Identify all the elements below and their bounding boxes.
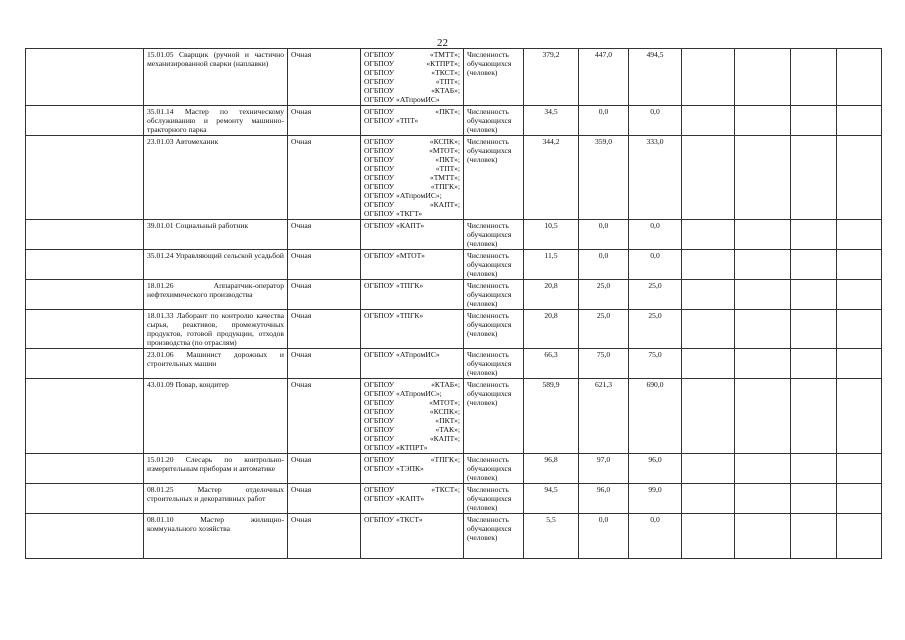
organizations-list bbox=[361, 250, 464, 280]
empty-cell bbox=[837, 454, 882, 484]
empty-cell bbox=[791, 454, 837, 484]
organization-type: ОГБПОУ «КАПТ» bbox=[364, 221, 425, 230]
empty-cell bbox=[735, 349, 791, 379]
value-year-1: 11,5 bbox=[524, 250, 579, 280]
organization-abbr: «КСПК»; bbox=[429, 137, 460, 146]
empty-cell bbox=[791, 349, 837, 379]
organizations-list bbox=[361, 379, 464, 454]
organization-abbr bbox=[456, 191, 460, 200]
profession-name: 43.01.09 Повар, кондитер bbox=[144, 379, 288, 454]
organization-abbr: «ТПТ»; bbox=[435, 77, 460, 86]
value-year-1: 344,2 bbox=[524, 136, 579, 220]
table-row bbox=[26, 280, 882, 310]
value-year-2: 0,0 bbox=[579, 250, 629, 280]
empty-cell bbox=[735, 310, 791, 349]
organization-type: ОГБПОУ «ТКГТ» bbox=[364, 209, 423, 218]
empty-cell bbox=[682, 454, 735, 484]
table-row bbox=[26, 220, 882, 250]
empty-cell bbox=[735, 454, 791, 484]
organization-abbr: «ТПГК»; bbox=[430, 182, 460, 191]
organization-abbr bbox=[456, 350, 460, 359]
value-year-2: 0,0 bbox=[579, 514, 629, 559]
empty-cell bbox=[735, 484, 791, 514]
table-row bbox=[26, 250, 882, 280]
organization-type: ОГБПОУ «АТпромИС» bbox=[364, 350, 440, 359]
organizations-list bbox=[361, 484, 464, 514]
empty-cell bbox=[837, 136, 882, 220]
organization-type: ОГБПОУ bbox=[364, 455, 395, 464]
indicator-name: Численность обучающихся (человек) bbox=[464, 310, 524, 349]
empty-cell bbox=[735, 280, 791, 310]
study-form: Очная bbox=[288, 514, 361, 559]
organization-type: ОГБПОУ bbox=[364, 380, 395, 389]
organization-abbr: «КСПК»; bbox=[429, 407, 460, 416]
empty-cell bbox=[682, 106, 735, 136]
organization-abbr: «ТПТ»; bbox=[435, 164, 460, 173]
organization-abbr: «ПКТ»; bbox=[435, 155, 460, 164]
organization-abbr: «ПКТ»; bbox=[435, 416, 460, 425]
organization-abbr: «ТКСТ»; bbox=[431, 68, 460, 77]
empty-cell bbox=[837, 49, 882, 106]
organization-entry bbox=[364, 200, 460, 209]
organization-type: ОГБПОУ bbox=[364, 77, 395, 86]
indicator-name: Численность обучающихся (человек) bbox=[464, 514, 524, 559]
organization-type: ОГБПОУ bbox=[364, 182, 395, 191]
study-form: Очная bbox=[288, 280, 361, 310]
value-year-3: 25,0 bbox=[629, 280, 682, 310]
organization-type: ОГБПОУ bbox=[364, 485, 395, 494]
value-year-2: 25,0 bbox=[579, 280, 629, 310]
table-row bbox=[26, 106, 882, 136]
value-year-3: 75,0 bbox=[629, 349, 682, 379]
profession-name: 23.01.03 Автомеханик bbox=[144, 136, 288, 220]
indicator-name: Численность обучающихся (человек) bbox=[464, 220, 524, 250]
organization-abbr: «КТАБ»; bbox=[431, 380, 460, 389]
organization-abbr bbox=[456, 494, 460, 503]
study-form: Очная bbox=[288, 349, 361, 379]
organization-entry bbox=[364, 389, 460, 398]
organization-type: ОГБПОУ «КТПРТ» bbox=[364, 443, 428, 452]
organization-entry bbox=[364, 281, 460, 290]
organization-entry bbox=[364, 116, 460, 125]
table-body bbox=[26, 49, 882, 559]
organization-abbr bbox=[456, 116, 460, 125]
organizations-list bbox=[361, 280, 464, 310]
table-row bbox=[26, 454, 882, 484]
organization-entry bbox=[364, 443, 460, 452]
organization-entry bbox=[364, 485, 460, 494]
empty-cell bbox=[791, 250, 837, 280]
empty-cell bbox=[682, 310, 735, 349]
organization-entry bbox=[364, 407, 460, 416]
organization-abbr: «МТОТ»; bbox=[429, 146, 460, 155]
organization-type: ОГБПОУ bbox=[364, 146, 395, 155]
indicator-name: Численность обучающихся (человек) bbox=[464, 484, 524, 514]
empty-cell bbox=[26, 49, 144, 106]
value-year-3: 494,5 bbox=[629, 49, 682, 106]
value-year-2: 447,0 bbox=[579, 49, 629, 106]
organization-entry bbox=[364, 155, 460, 164]
organization-entry bbox=[364, 50, 460, 59]
empty-cell bbox=[26, 220, 144, 250]
organization-entry bbox=[364, 350, 460, 359]
organization-type: ОГБПОУ «ТКСТ» bbox=[364, 515, 423, 524]
indicator-name: Численность обучающихся (человек) bbox=[464, 379, 524, 454]
organization-abbr bbox=[456, 311, 460, 320]
indicator-name: Численность обучающихся (человек) bbox=[464, 49, 524, 106]
value-year-2: 75,0 bbox=[579, 349, 629, 379]
organization-abbr: «КТАБ»; bbox=[431, 86, 460, 95]
empty-cell bbox=[837, 310, 882, 349]
organization-type: ОГБПОУ bbox=[364, 416, 395, 425]
value-year-3: 0,0 bbox=[629, 250, 682, 280]
empty-cell bbox=[26, 310, 144, 349]
value-year-3: 96,0 bbox=[629, 454, 682, 484]
organization-entry bbox=[364, 311, 460, 320]
empty-cell bbox=[791, 136, 837, 220]
empty-cell bbox=[682, 349, 735, 379]
empty-cell bbox=[735, 106, 791, 136]
profession-name: 18.01.33 Лаборант по контролю качества сырья, реактивов, промежуточных продуктов, готовой продукции, отходов производства (по отраслям) bbox=[144, 310, 288, 349]
profession-name: 08.01.10 Мастер жилищно-коммунального хозяйства bbox=[144, 514, 288, 559]
organization-entry bbox=[364, 164, 460, 173]
value-year-2: 0,0 bbox=[579, 106, 629, 136]
organization-abbr: «ТМТТ»; bbox=[429, 50, 460, 59]
empty-cell bbox=[26, 514, 144, 559]
empty-cell bbox=[26, 250, 144, 280]
organization-type: ОГБПОУ bbox=[364, 398, 395, 407]
organization-entry bbox=[364, 425, 460, 434]
empty-cell bbox=[791, 484, 837, 514]
study-form: Очная bbox=[288, 250, 361, 280]
organization-abbr bbox=[456, 95, 460, 104]
organization-abbr: «ПКТ»; bbox=[435, 107, 460, 116]
study-form: Очная bbox=[288, 136, 361, 220]
organization-abbr: «КАПТ»; bbox=[429, 200, 460, 209]
value-year-1: 34,5 bbox=[524, 106, 579, 136]
organization-abbr: «КАПТ»; bbox=[429, 434, 460, 443]
organization-entry bbox=[364, 191, 460, 200]
organizations-list bbox=[361, 454, 464, 484]
empty-cell bbox=[837, 484, 882, 514]
empty-cell bbox=[682, 220, 735, 250]
value-year-1: 589,9 bbox=[524, 379, 579, 454]
organization-abbr bbox=[456, 515, 460, 524]
organization-type: ОГБПОУ bbox=[364, 155, 395, 164]
organizations-list bbox=[361, 349, 464, 379]
study-form: Очная bbox=[288, 310, 361, 349]
study-form: Очная bbox=[288, 106, 361, 136]
empty-cell bbox=[735, 49, 791, 106]
organization-abbr bbox=[456, 464, 460, 473]
study-form: Очная bbox=[288, 49, 361, 106]
organizations-list bbox=[361, 136, 464, 220]
empty-cell bbox=[791, 514, 837, 559]
organizations-list bbox=[361, 310, 464, 349]
organization-type: ОГБПОУ bbox=[364, 86, 395, 95]
indicator-name: Численность обучающихся (человек) bbox=[464, 349, 524, 379]
organization-type: ОГБПОУ bbox=[364, 173, 395, 182]
value-year-2: 621,3 bbox=[579, 379, 629, 454]
organization-entry bbox=[364, 434, 460, 443]
organization-entry bbox=[364, 182, 460, 191]
organization-type: ОГБПОУ «ТПТ» bbox=[364, 116, 419, 125]
value-year-1: 20,8 bbox=[524, 310, 579, 349]
value-year-2: 96,0 bbox=[579, 484, 629, 514]
organization-entry bbox=[364, 146, 460, 155]
organization-type: ОГБПОУ bbox=[364, 407, 395, 416]
organization-abbr bbox=[456, 281, 460, 290]
empty-cell bbox=[735, 220, 791, 250]
value-year-3: 0,0 bbox=[629, 514, 682, 559]
empty-cell bbox=[791, 280, 837, 310]
value-year-3: 0,0 bbox=[629, 106, 682, 136]
table-row bbox=[26, 49, 882, 106]
empty-cell bbox=[682, 280, 735, 310]
organization-abbr: «ТАК»; bbox=[435, 425, 460, 434]
value-year-2: 25,0 bbox=[579, 310, 629, 349]
organization-type: ОГБПОУ «ТПГК» bbox=[364, 311, 424, 320]
organization-entry bbox=[364, 221, 460, 230]
profession-name: 15.01.20 Слесарь по контрольно-измерительным приборам и автоматике bbox=[144, 454, 288, 484]
organizations-list bbox=[361, 106, 464, 136]
empty-cell bbox=[26, 136, 144, 220]
empty-cell bbox=[735, 136, 791, 220]
programs-table bbox=[25, 48, 882, 559]
organization-entry bbox=[364, 173, 460, 182]
organizations-list bbox=[361, 514, 464, 559]
indicator-name: Численность обучающихся (человек) bbox=[464, 250, 524, 280]
organization-type: ОГБПОУ «ТЭПК» bbox=[364, 464, 424, 473]
organization-type: ОГБПОУ «АТпромИС» bbox=[364, 95, 440, 104]
organization-entry bbox=[364, 380, 460, 389]
organization-type: ОГБПОУ «КАПТ» bbox=[364, 494, 425, 503]
organization-entry bbox=[364, 398, 460, 407]
value-year-1: 10,5 bbox=[524, 220, 579, 250]
indicator-name: Численность обучающихся (человек) bbox=[464, 106, 524, 136]
profession-name: 15.01.05 Сварщик (ручной и частично механизированной сварки (наплавки) bbox=[144, 49, 288, 106]
value-year-1: 20,8 bbox=[524, 280, 579, 310]
organization-type: ОГБПОУ «АТпромИС»; bbox=[364, 191, 442, 200]
table-row bbox=[26, 136, 882, 220]
empty-cell bbox=[26, 454, 144, 484]
empty-cell bbox=[837, 349, 882, 379]
empty-cell bbox=[26, 280, 144, 310]
profession-name: 35.01.14 Мастер по техническому обслуживанию и ремонту машинно-тракторного парка bbox=[144, 106, 288, 136]
table-row bbox=[26, 310, 882, 349]
organization-entry bbox=[364, 464, 460, 473]
empty-cell bbox=[791, 106, 837, 136]
organization-type: ОГБПОУ bbox=[364, 434, 395, 443]
empty-cell bbox=[735, 379, 791, 454]
organization-abbr bbox=[456, 443, 460, 452]
value-year-3: 25,0 bbox=[629, 310, 682, 349]
organization-abbr: «КТПРТ»; bbox=[426, 59, 460, 68]
empty-cell bbox=[791, 379, 837, 454]
value-year-2: 97,0 bbox=[579, 454, 629, 484]
organization-entry bbox=[364, 455, 460, 464]
study-form: Очная bbox=[288, 484, 361, 514]
organization-type: ОГБПОУ «МТОТ» bbox=[364, 251, 425, 260]
organization-entry bbox=[364, 137, 460, 146]
study-form: Очная bbox=[288, 220, 361, 250]
empty-cell bbox=[735, 250, 791, 280]
empty-cell bbox=[837, 379, 882, 454]
organization-entry bbox=[364, 68, 460, 77]
empty-cell bbox=[791, 49, 837, 106]
organizations-list bbox=[361, 220, 464, 250]
empty-cell bbox=[26, 349, 144, 379]
empty-cell bbox=[837, 514, 882, 559]
indicator-name: Численность обучающихся (человек) bbox=[464, 280, 524, 310]
empty-cell bbox=[837, 220, 882, 250]
profession-name: 39.01.01 Социальный работник bbox=[144, 220, 288, 250]
organization-entry bbox=[364, 59, 460, 68]
organization-entry bbox=[364, 416, 460, 425]
profession-name: 18.01.26 Аппаратчик-оператор нефтехимического производства bbox=[144, 280, 288, 310]
empty-cell bbox=[837, 280, 882, 310]
organization-abbr bbox=[456, 251, 460, 260]
organization-type: ОГБПОУ bbox=[364, 164, 395, 173]
empty-cell bbox=[682, 514, 735, 559]
value-year-3: 99,0 bbox=[629, 484, 682, 514]
organization-type: ОГБПОУ «ТПГК» bbox=[364, 281, 424, 290]
value-year-3: 333,0 bbox=[629, 136, 682, 220]
organizations-list bbox=[361, 49, 464, 106]
table-row bbox=[26, 349, 882, 379]
empty-cell bbox=[682, 250, 735, 280]
organization-type: ОГБПОУ bbox=[364, 50, 395, 59]
empty-cell bbox=[837, 250, 882, 280]
table-row bbox=[26, 379, 882, 454]
organization-abbr bbox=[456, 221, 460, 230]
value-year-2: 359,0 bbox=[579, 136, 629, 220]
empty-cell bbox=[682, 136, 735, 220]
empty-cell bbox=[682, 49, 735, 106]
organization-abbr: «ТМТТ»; bbox=[429, 173, 460, 182]
organization-abbr: «ТКСТ»; bbox=[431, 485, 460, 494]
organization-entry bbox=[364, 209, 460, 218]
organization-type: ОГБПОУ «АТпромИС»; bbox=[364, 389, 442, 398]
indicator-name: Численность обучающихся (человек) bbox=[464, 454, 524, 484]
organization-entry bbox=[364, 95, 460, 104]
table-row bbox=[26, 514, 882, 559]
indicator-name: Численность обучающихся (человек) bbox=[464, 136, 524, 220]
value-year-1: 379,2 bbox=[524, 49, 579, 106]
organization-entry bbox=[364, 107, 460, 116]
organization-entry bbox=[364, 86, 460, 95]
organization-entry bbox=[364, 251, 460, 260]
organization-abbr: «МТОТ»; bbox=[429, 398, 460, 407]
empty-cell bbox=[791, 310, 837, 349]
organization-abbr bbox=[456, 209, 460, 218]
empty-cell bbox=[26, 379, 144, 454]
profession-name: 23.01.06 Машинист дорожных и строительных машин bbox=[144, 349, 288, 379]
empty-cell bbox=[791, 220, 837, 250]
organization-type: ОГБПОУ bbox=[364, 425, 395, 434]
empty-cell bbox=[26, 484, 144, 514]
empty-cell bbox=[735, 514, 791, 559]
value-year-3: 690,0 bbox=[629, 379, 682, 454]
value-year-1: 96,8 bbox=[524, 454, 579, 484]
organization-abbr bbox=[456, 389, 460, 398]
organization-type: ОГБПОУ bbox=[364, 68, 395, 77]
empty-cell bbox=[837, 106, 882, 136]
organization-type: ОГБПОУ bbox=[364, 137, 395, 146]
table-row bbox=[26, 484, 882, 514]
organization-abbr: «ТПГК»; bbox=[430, 455, 460, 464]
empty-cell bbox=[26, 106, 144, 136]
page-number: 22 bbox=[437, 37, 448, 49]
profession-name: 08.01.25 Мастер отделочных строительных и декоративных работ bbox=[144, 484, 288, 514]
organization-type: ОГБПОУ bbox=[364, 107, 395, 116]
study-form: Очная bbox=[288, 379, 361, 454]
organization-type: ОГБПОУ bbox=[364, 59, 395, 68]
study-form: Очная bbox=[288, 454, 361, 484]
value-year-1: 94,5 bbox=[524, 484, 579, 514]
value-year-3: 0,0 bbox=[629, 220, 682, 250]
organization-entry bbox=[364, 494, 460, 503]
value-year-1: 5,5 bbox=[524, 514, 579, 559]
empty-cell bbox=[682, 379, 735, 454]
organization-entry bbox=[364, 77, 460, 86]
value-year-2: 0,0 bbox=[579, 220, 629, 250]
organization-entry bbox=[364, 515, 460, 524]
value-year-1: 66,3 bbox=[524, 349, 579, 379]
profession-name: 35.01.24 Управляющий сельской усадьбой bbox=[144, 250, 288, 280]
organization-type: ОГБПОУ bbox=[364, 200, 395, 209]
empty-cell bbox=[682, 484, 735, 514]
